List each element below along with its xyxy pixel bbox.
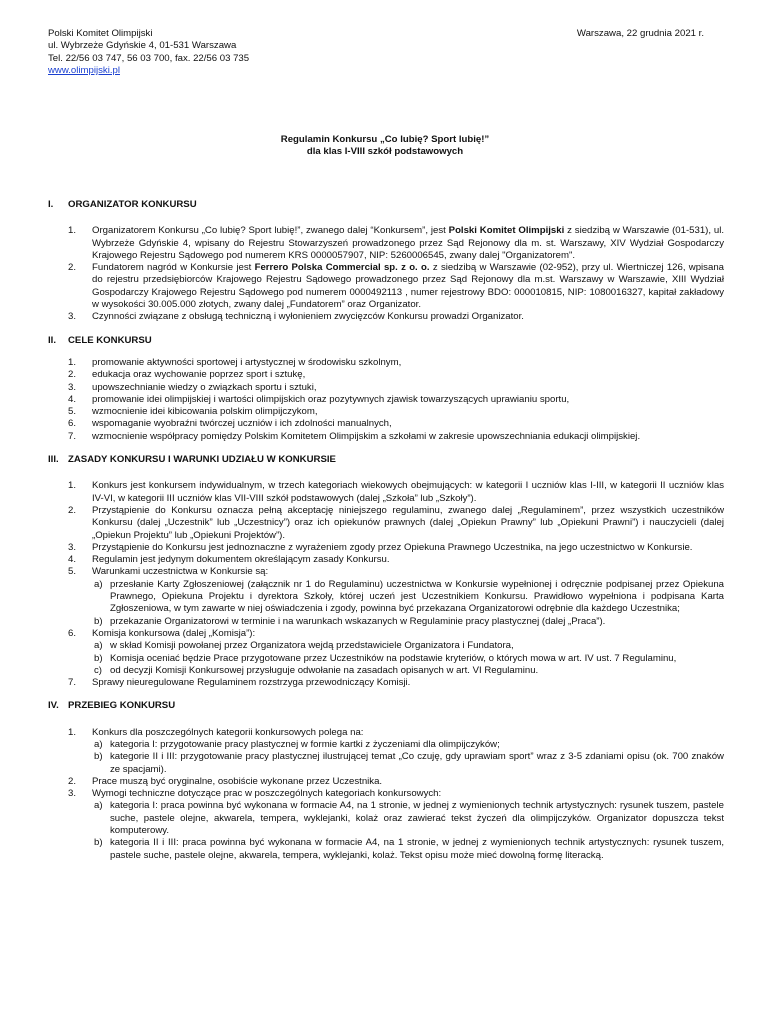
sub-item <box>92 837 724 862</box>
text-span: w skład Komisji powołanej przez Organizatora wejdą przedstawiciele Organizatora i Fundatora, <box>110 640 514 652</box>
text-span: CELE KONKURSU <box>68 334 152 346</box>
list-item <box>48 311 724 323</box>
text-span: I. <box>48 199 54 210</box>
text-span: Polski Komitet Olimpijski <box>448 225 565 237</box>
sub-item <box>92 640 724 652</box>
list-number: b) <box>94 652 103 664</box>
list-number: 3. <box>68 381 77 393</box>
list-number: 5. <box>68 406 77 418</box>
list-number: 4. <box>68 554 77 566</box>
list-number: 2. <box>68 369 77 381</box>
sub-item <box>92 653 724 665</box>
sub-list <box>92 800 724 861</box>
list-item <box>48 542 724 554</box>
section-heading <box>48 454 724 466</box>
text-span: Wymogi techniczne dotyczące prac w poszczególnych kategoriach konkursowych: <box>92 788 442 800</box>
list-number: 4. <box>68 393 77 405</box>
list-number: 1. <box>68 726 77 738</box>
list-number: a) <box>94 738 103 750</box>
text-span: Fundatorem nagród w Konkursie jest <box>92 262 255 274</box>
list-item <box>48 776 724 788</box>
list-item <box>48 382 724 394</box>
text-span: Czynności związane z obsługą techniczną i wyłonieniem zwycięzców Konkursu prowadzi Organizator. <box>92 311 524 323</box>
list-item <box>48 394 724 406</box>
text-span: promowanie idei olimpijskiej i wartości olimpijskich oraz pozytywnych zjawisk towarzyszących uprawianiu sportu, <box>92 393 570 405</box>
list-number: b) <box>94 751 103 763</box>
sub-item <box>92 739 724 751</box>
text-span: kategoria II i III: praca powinna być wykonana w formacie A4, na 1 stronie, w jednej z wymienionych technik artystycznych: rysunek tuszem, pastele suche, pastele olejne, akwarela, tempera, wyklejanki, kolaż. Tekst opisu może mieć dowolną formę literacką. <box>110 837 724 861</box>
text-span: ORGANIZATOR KONKURSU <box>68 199 197 210</box>
text-span: wspomaganie wyobraźni twórczej uczniów i ich zdolności manualnych, <box>92 418 392 430</box>
text-span: z siedzibą w Warszawie (01-531), ul. Wybrzeże Gdyńskie 4, wpisany do Rejestru Stowarzyszeń prowadzonego przez Sąd Rejonowy dla m. st. Warszawy, XIV Wydział Gospodarczy Krajowego Rejestru Sądowego pod numerem KRS 0000057907, NIP: 5260006545, zwany dalej "Organizatorem". <box>92 225 725 261</box>
website-link[interactable]: www.olimpijski.pl <box>48 64 120 76</box>
text-span: upowszechnianie wiedzy o związkach sportu i sztuki, <box>92 381 317 393</box>
text-span: wzmocnienie idei kibicowania polskim olimpijczykom, <box>92 406 318 418</box>
sender-block <box>48 28 249 77</box>
list-number: 3. <box>68 311 77 323</box>
text-span: Sprawy nieuregulowane Regulaminem rozstrzyga przewodniczący Komisji. <box>92 677 411 689</box>
org-name: Polski Komitet Olimpijski <box>48 28 153 39</box>
text-span: od decyzji Komisji Konkursowej przysługuje odwołanie na zasadach opisanych w art. VI Regulaminu. <box>110 664 539 676</box>
text-span: ZASADY KONKURSU I WARUNKI UDZIAŁU W KONKURSIE <box>68 454 336 466</box>
text-span: III. <box>48 454 59 466</box>
list-item <box>48 554 724 566</box>
list-number: a) <box>94 640 103 652</box>
document-body <box>48 199 724 862</box>
text-span: Przystąpienie do Konkursu jest jednoznaczne z wyrażeniem zgody przez Opiekuna Prawnego Uczestnika, na jego uczestnictwo w Konkursie. <box>92 541 693 553</box>
list-item <box>48 628 724 677</box>
section-list <box>48 727 724 862</box>
list-number: 1. <box>68 480 77 492</box>
sub-list <box>92 579 724 628</box>
list-number: b) <box>94 615 103 627</box>
list-item <box>48 505 724 542</box>
list-number: 6. <box>68 627 77 639</box>
text-span: IV. <box>48 700 59 712</box>
list-item <box>48 677 724 689</box>
section-heading <box>48 199 724 211</box>
section-heading <box>48 335 724 347</box>
text-span: Konkurs dla poszczególnych kategorii konkursowych polega na: <box>92 726 364 738</box>
list-number: 6. <box>68 418 77 430</box>
text-span: Przystąpienie do Konkursu oznacza pełną akceptację niniejszego regulaminu, zwanego dalej „Regulaminem”, przez wszystkich uczestników Konkursu (dalej „Uczestnik” lub „Uczestnicy”) oraz ich opiekunów prawnych (dalej „Opiekun Prawny” lub „Opiekuni Prawni”) i nauczycieli (dalej „Opiekun Projektu” lub „Opiekuni Projektów”). <box>92 504 724 541</box>
list-item <box>48 225 724 262</box>
text-span: Organizatorem Konkursu „Co lubię? Sport lubię!”, zwanego dalej “Konkursem”, jest <box>92 225 449 237</box>
sub-item <box>92 665 724 677</box>
sub-list <box>92 739 724 776</box>
text-span: Komisja konkursowa (dalej „Komisja”): <box>92 627 256 639</box>
list-item <box>48 431 724 443</box>
sub-list <box>92 640 724 677</box>
list-number: 2. <box>68 262 77 274</box>
sub-item <box>92 800 724 837</box>
sub-item <box>92 616 724 628</box>
list-item <box>48 788 724 862</box>
list-item <box>48 566 724 627</box>
section-list <box>48 225 724 323</box>
list-item <box>48 262 724 311</box>
text-span: Ferrero Polska Commercial sp. z o. o. <box>254 262 430 274</box>
list-item <box>48 480 724 505</box>
document-title <box>0 134 770 159</box>
text-span: PRZEBIEG KONKURSU <box>68 700 176 712</box>
text-span: Konkurs jest konkursem indywidualnym, w trzech kategoriach wiekowych obejmujących: w kategorii I uczniów klas I-III, w kategorii II uczniów klas IV-VI, w kategorii III uczniów klas VII-VIII szkół podstawowych (dalej „Szkoła” lub „Szkoły”). <box>92 480 724 504</box>
list-number: a) <box>94 578 103 590</box>
text-span: edukacja oraz wychowanie poprzez sport i sztukę, <box>92 369 306 381</box>
text-span: przekazanie Organizatorowi w terminie i na warunkach wskazanych w Regulaminie pracy plastycznej (dalej „Praca”). <box>110 615 606 627</box>
list-item <box>48 727 724 776</box>
text-span: kategoria I: przygotowanie pracy plastycznej w formie kartki z życzeniami dla olimpijczyków; <box>110 738 500 750</box>
list-number: 1. <box>68 225 77 237</box>
section-list <box>48 357 724 443</box>
list-item <box>48 369 724 381</box>
list-number: 5. <box>68 566 77 578</box>
title-line-2: dla klas I-VIII szkół podstawowych <box>306 146 464 158</box>
list-number: 7. <box>68 677 77 689</box>
list-number: b) <box>94 837 103 849</box>
list-number: 7. <box>68 430 77 442</box>
text-span: promowanie aktywności sportowej i artystycznej w środowisku szkolnym, <box>92 356 402 368</box>
text-span: Prace muszą być oryginalne, osobiście wykonane przez Uczestnika. <box>92 775 383 787</box>
text-span: Warunkami uczestnictwa w Konkursie są: <box>92 566 269 578</box>
list-number: a) <box>94 800 103 812</box>
list-item <box>48 357 724 369</box>
title-line-1: Regulamin Konkursu „Co lubię? Sport lubię!” <box>280 134 490 145</box>
text-span: Regulamin jest jedynym dokumentem określającym zasady Konkursu. <box>92 554 390 566</box>
section-heading <box>48 700 724 712</box>
section-list <box>48 480 724 689</box>
list-number: c) <box>94 664 102 676</box>
list-item <box>48 418 724 430</box>
text-span: II. <box>48 334 56 346</box>
text-span: kategorie II i III: przygotowanie pracy plastycznej ilustrującej temat „Co czuję, gdy uprawiam sport” wraz z 3-5 zdaniami opisu (ok. 700 znaków ze spacjami). <box>110 751 724 775</box>
list-number: 2. <box>68 504 77 516</box>
org-phone: Tel. 22/56 03 747, 56 03 700, fax. 22/56 03 735 <box>48 52 250 64</box>
sub-item <box>92 579 724 616</box>
sub-item <box>92 751 724 776</box>
place-date: Warszawa, 22 grudnia 2021 r. <box>576 28 704 39</box>
text-span: z siedzibą w Warszawie (02-952), przy ul. Wiertniczej 126, wpisana do rejestru przedsiębiorców Krajowego Rejestru Sądowego prowadzonego przez Sąd Rejonowy dla m.st. Warszawy w Warszawie, XIII Wydział Gospodarczy Krajowego Rejestru Sądowego pod numerem 0000492113 , numer rejestrowy BDO: 000010815, NIP: 1080016327, kapitał zakładowy w wysokości 30.005.000 złotych, zwany dalej „Fundatorem” oraz Organizator. <box>92 262 724 311</box>
text-span: kategoria I: praca powinna być wykonana w formacie A4, na 1 stronie, w jednej z wymienionych technik artystycznych: rysunek tuszem, pastele suche, pastele olejne, akwarela, tempera, wyklejanki, kolaż oraz zawierać tekst życzeń dla olimpijczyków. Organizator dopuszcza tekst komputerowy. <box>110 800 724 837</box>
text-span: wzmocnienie współpracy pomiędzy Polskim Komitetem Olimpijskim a szkołami w zakresie upowszechniania edukacji olimpijskiej. <box>92 430 641 442</box>
list-number: 3. <box>68 541 77 553</box>
list-item <box>48 406 724 418</box>
text-span: Komisja oceniać będzie Prace przygotowane przez Uczestników na podstawie kryteriów, o których mowa w art. IV ust. 7 Regulaminu, <box>110 652 677 664</box>
list-number: 3. <box>68 788 77 800</box>
text-span: przesłanie Karty Zgłoszeniowej (załącznik nr 1 do Regulaminu) uczestnictwa w Konkursie wypełnionej i odręcznie podpisanej przez Opiekuna Prawnego, Opiekuna Projektu i dyrektora Szkoły, której uczeń jest Uczestnikiem Konkursu. Prawidłowo wypełniona i podpisana Karta Zgłoszeniowa, w tym zawarte w niej oświadczenia i zgody, powinna być przekazana Organizatorowi odrębnie dla każdego Uczestnika; <box>110 578 724 615</box>
list-number: 2. <box>68 775 77 787</box>
list-number: 1. <box>68 356 77 368</box>
org-address: ul. Wybrzeże Gdyńskie 4, 01-531 Warszawa <box>48 40 237 52</box>
